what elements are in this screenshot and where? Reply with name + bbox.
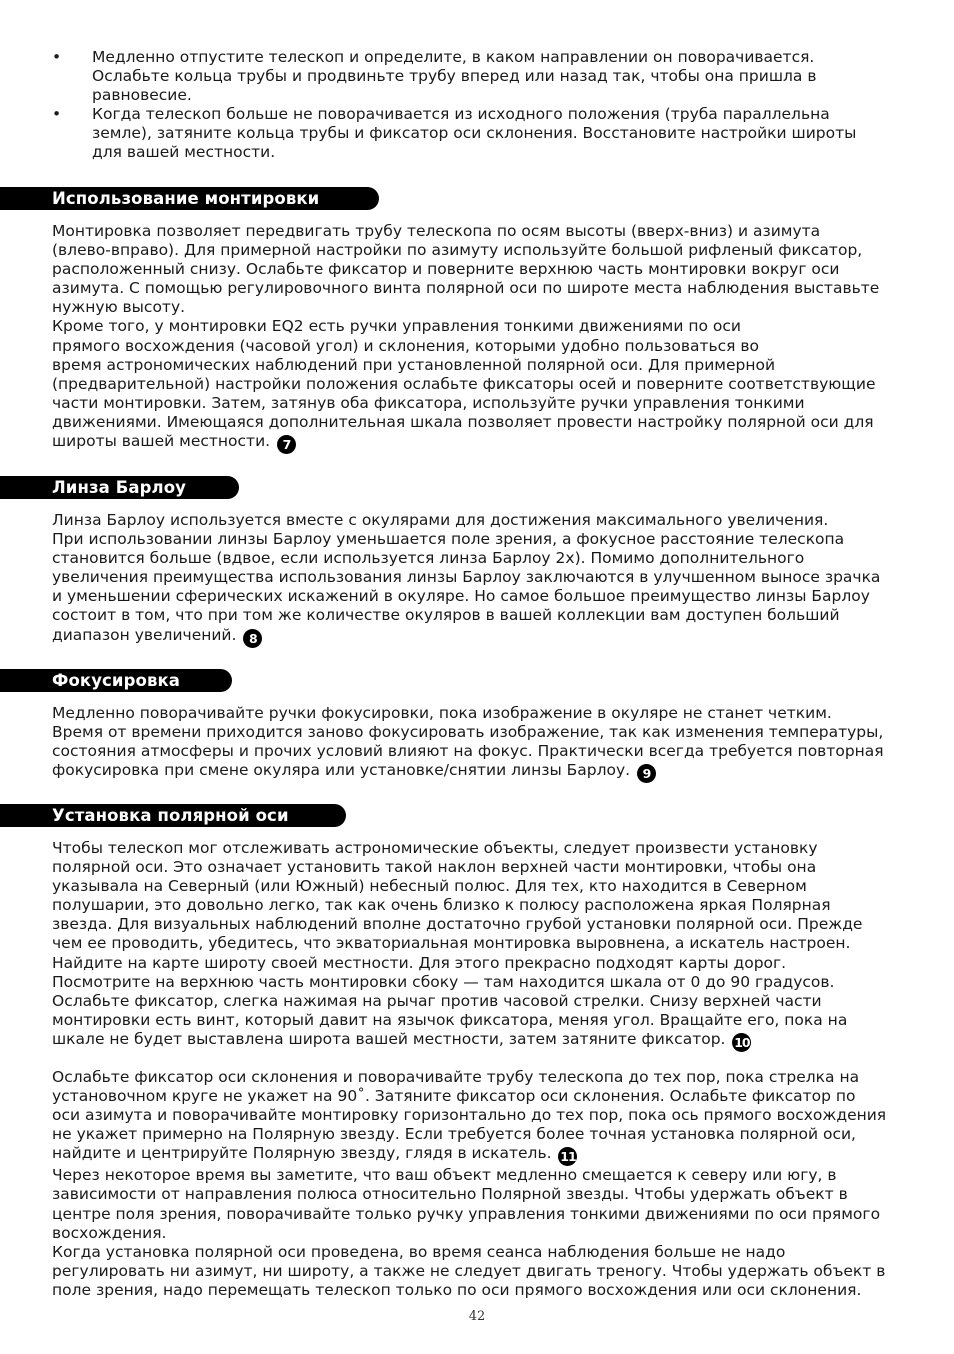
focus-paragraph: Медленно поворачивайте ручки фокусировки, пока изображение в окуляре не станет четким. Время от времени приходится заново фокусировать изображение, так как изменения температуры, состояния атмосферы и прочих условий влияют на фокус. Практически всегда требуется повторная фокусировка при смене окуляра или установке/снятии линзы Барлоу. <box>52 704 884 780</box>
figure-ref-8-icon: 8 <box>243 629 262 648</box>
figure-ref-7-icon: 7 <box>277 435 296 454</box>
section-text-barlow <box>52 511 912 648</box>
bullet-list <box>52 48 912 162</box>
bullet-item <box>52 48 912 105</box>
section-text-polar-1 <box>52 839 912 1052</box>
figure-ref-11-icon: 11 <box>560 1149 576 1165</box>
section-text-focus <box>52 704 912 783</box>
section-text-polar-2 <box>52 1068 912 1300</box>
figure-ref-9-icon: 9 <box>637 764 656 783</box>
bullet-text: Медленно отпустите телескоп и определите, в каком направлении он поворачивается. Ослабьте кольца трубы и продвиньте трубу вперед или назад так, чтобы она пришла в равновесие. <box>92 48 817 104</box>
mount-paragraph: Монтировка позволяет передвигать трубу телескопа по осям высоты (вверх-вниз) и азимута (влево-вправо). Для примерной настройки по азимуту используйте большой рифленый фиксатор, расположенный снизу. Ослабьте фиксатор и поверните верхнюю часть монтировки вокруг оси азимута. С помощью регулировочного винта полярной оси по широте места наблюдения выставьте нужную высоту. Кроме того, у монтировки EQ2 есть ручки управления тонкими движениями по оси прямого восхождения (часовой угол) и склонения, которыми удобно пользоваться во время астрономических наблюдений при установленной полярной оси. Для примерной (предварительной) настройки положения ослабьте фиксаторы осей и поверните соответствующие части монтировки. Затем, затянув оба фиксатора, используйте ручки управления тонкими движениями. Имеющаяся дополнительная шкала позволяет провести настройку полярной оси для широты вашей местности. <box>52 222 880 451</box>
bullet-text: Когда телескоп больше не поворачивается из исходного положения (труба параллельна земле), затяните кольца трубы и фиксатор оси склонения. Восстановите настройки широты для вашей местности. <box>92 105 857 161</box>
section-text-mount <box>52 222 912 454</box>
section-header-focus: Фокусировка <box>0 669 232 692</box>
bullet-item <box>52 105 912 162</box>
bullet-dot: • <box>52 105 62 123</box>
section-header-polar: Установка полярной оси <box>0 804 346 827</box>
section-header-mount: Использование монтировки <box>0 187 379 210</box>
polar-paragraph-2b: Через некоторое время вы заметите, что ваш объект медленно смещается к северу или югу, в зависимости от направления полюса относительно Полярной звезды. Чтобы удержать объект в центре поля зрения, поворачивайте только ручку управления тонкими движениями по оси прямого восхождения. Когда установка полярной оси проведена, во время сеанса наблюдения больше не надо регулировать ни азимут, ни широту, а также не следует двигать треногу. Чтобы удержать объект в поле зрения, надо перемещать телескоп только по оси прямого восхождения или оси склонения. <box>52 1166 886 1299</box>
bullet-dot: • <box>52 48 62 66</box>
section-header-barlow: Линза Барлоу <box>0 476 239 499</box>
polar-paragraph-2a: Ослабьте фиксатор оси склонения и поворачивайте трубу телескопа до тех пор, пока стрелка на установочном круге не укажет на 90˚. Затяните фиксатор оси склонения. Ослабьте фиксатор по оси азимута и поворачивайте монтировку горизонтально до тех пор, пока ось прямого восхождения не укажет примерно на Полярную звезду. Если требуется более точная установка полярной оси, найдите и центрируйте Полярную звезду, глядя в искатель. <box>52 1068 887 1163</box>
polar-paragraph-1: Чтобы телескоп мог отслеживать астрономические объекты, следует произвести установку полярной оси. Это означает установить такой наклон верхней части монтировки, чтобы она указывала на Северный (или Южный) небесный полюс. Для тех, кто находится в Северном полушарии, это довольно легко, так как очень близко к полюсу расположена яркая Полярная звезда. Для визуальных наблюдений вполне достаточно грубой установки полярной оси. Прежде чем ее проводить, убедитесь, что экваториальная монтировка выровнена, а искатель настроен. Найдите на карте широту своей местности. Для этого прекрасно подходят карты дорог. Посмотрите на верхнюю часть монтировки сбоку — там находится шкала от 0 до 90 градусов. Ослабьте фиксатор, слегка нажимая на рычаг против часовой стрелки. Снизу верхней части монтировки есть винт, который давит на язычок фиксатора, меняя угол. Вращайте его, пока на шкале не будет выставлена широта вашей местности, затем затяните фиксатор. <box>52 839 863 1048</box>
figure-ref-10-icon: 10 <box>734 1034 750 1050</box>
barlow-paragraph: Линза Барлоу используется вместе с окулярами для достижения максимального увеличения. При использовании линзы Барлоу уменьшается поле зрения, а фокусное расстояние телескопа становится больше (вдвое, если используется линза Барлоу 2x). Помимо дополнительного увеличения преимущества использования линзы Барлоу заключаются в улучшенном выносе зрачка и уменьшении сферических искажений в окуляре. Но самое большое преимущество линзы Барлоу состоит в том, что при том же количестве окуляров в вашей коллекции вам доступен больший диапазон увеличений. <box>52 511 881 644</box>
page-number: 42 <box>468 1309 486 1324</box>
